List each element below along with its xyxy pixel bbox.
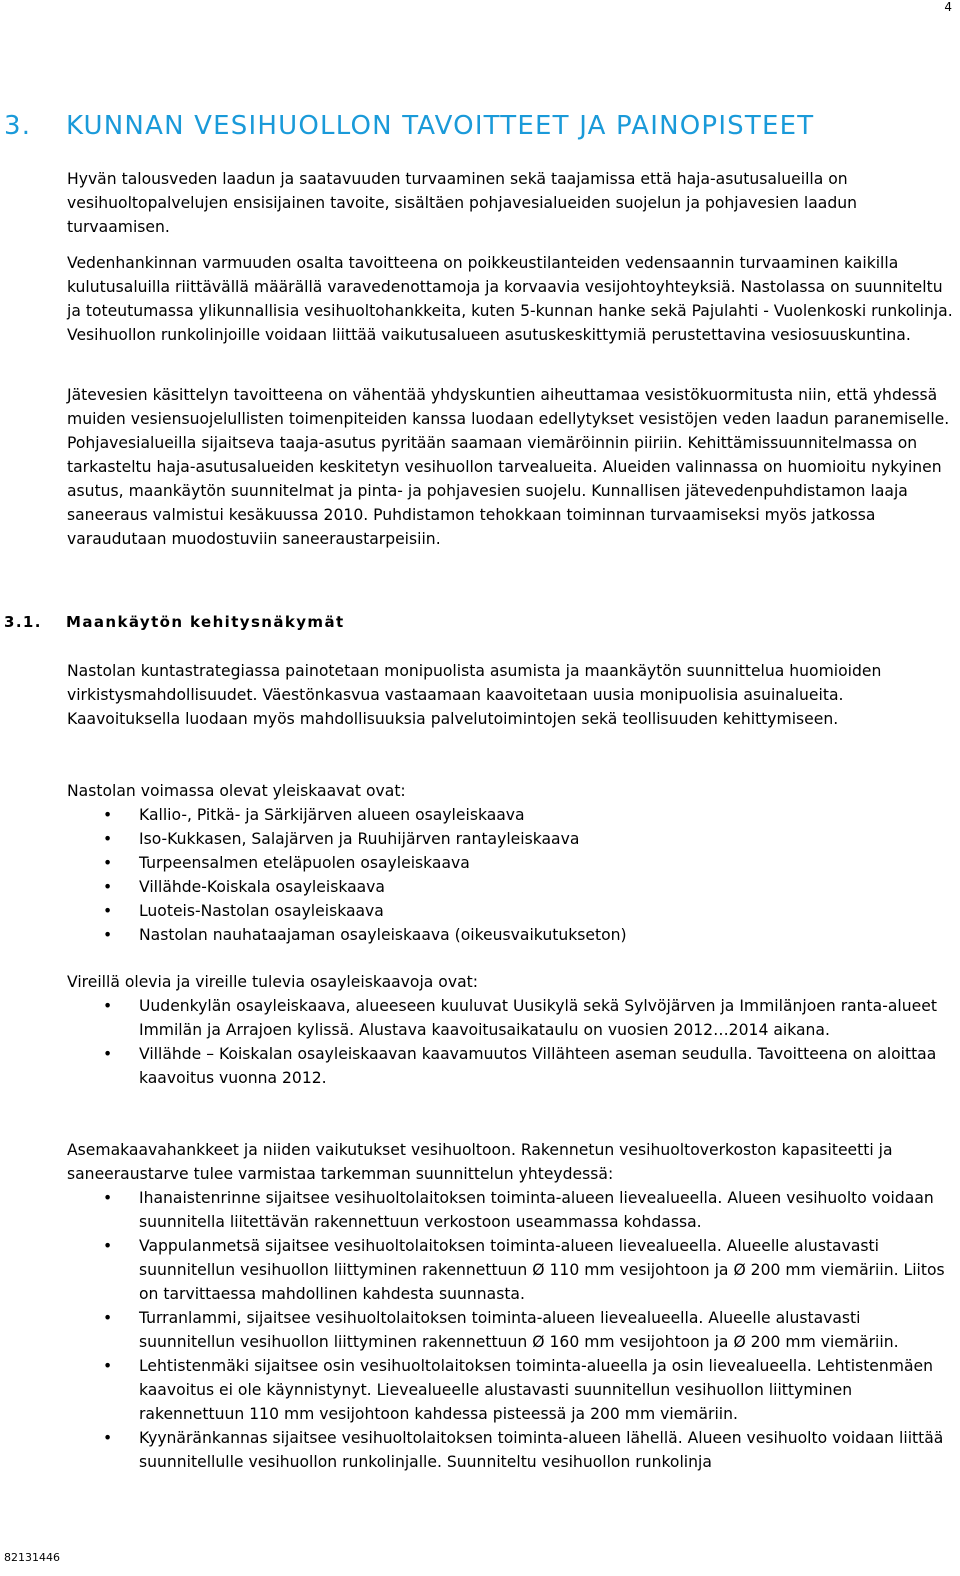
list-item: • Uudenkylän osayleiskaava, alueeseen kuuluvat Uusikylä sekä Sylvöjärven ja Immilänjoen ranta-alueet Immilän ja Arrajoen kylissä. Alustava kaavoitusaikataulu on vuosien 2012…2014 aikana. — [67, 994, 953, 1042]
current-plans-block — [67, 779, 953, 947]
section-number: 3.1. — [4, 613, 42, 631]
paragraph-text: Hyvän talousveden laadun ja saatavuuden turvaaminen sekä taajamissa että haja-asutusalueilla on vesihuoltopalvelujen ensisijainen tavoite, sisältäen pohjavesialueiden suojelun ja pohjavesien laadun turvaamisen. — [67, 170, 857, 236]
paragraph-text: Vedenhankinnan varmuuden osalta tavoitteena on poikkeustilanteiden vedensaannin turvaaminen kaikilla kulutusaluilla riittävällä määrällä varavedenottamoja ja korvaavia vesijohtoyhteyksiä. Nastolassa on suunniteltu ja toteutumassa ylikunnallisia vesihuoltohankkeita, kuten 5-kunnan hanke sekä Pajulahti - Vuolenkoski runkolinja. Vesihuollon runkolinjoille voidaan liittää vaikutusalueen asutuskeskittymiä perustettavina vesiosuuskuntina. — [67, 254, 953, 344]
bullet-icon: • — [103, 854, 113, 872]
list-item: • Villähde-Koiskala osayleiskaava — [67, 875, 953, 899]
pending-plans-block — [67, 970, 953, 1090]
bullet-icon: • — [103, 830, 113, 848]
list-item: • Kallio-, Pitkä- ja Särkijärven alueen osayleiskaava — [67, 803, 953, 827]
projects-block — [67, 1138, 953, 1474]
list-item: • Kyynäränkannas sijaitsee vesihuoltolaitoksen toiminta-alueen lähellä. Alueen vesihuolto voidaan liittää suunnitellulle vesihuollon runkolinjalle. Suunniteltu vesihuollon runkolinja — [67, 1426, 953, 1474]
chapter-title: KUNNAN VESIHUOLLON TAVOITTEET JA PAINOPISTEET — [66, 111, 815, 141]
paragraph-text: Jätevesien käsittelyn tavoitteena on vähentää yhdyskuntien aiheuttamaa vesistökuormitusta niin, että yhdessä muiden vesiensuojelullisten toimenpiteiden kanssa luodaan edellytykset vesistöjen veden laadun paranemiselle. Pohjavesialueilla sijaitseva taaja-asutus pyritään saamaan viemäröinnin piiriin. Kehittämissuunnitelmassa on tarkasteltu haja-asutusalueiden keskitetyn vesihuollon tarvealueita. Alueiden valinnassa on huomioitu nykyinen asutus, maankäytön suunnitelmat ja pinta- ja pohjavesien suojelu. Kunnallisen jätevedenpuhdistamon laaja saneeraus valmistui kesäkuussa 2010. Puhdistamon tehokkaan toiminnan turvaamiseksi myös jatkossa varaudutaan muodostuviin saneeraustarpeisiin. — [67, 386, 950, 548]
pending-plans-intro: Vireillä olevia ja vireille tulevia osayleiskaavoja ovat: — [67, 973, 478, 991]
section-heading — [4, 610, 345, 634]
bullet-icon: • — [103, 1357, 113, 1375]
intro-paragraph-1 — [67, 167, 953, 239]
projects-intro: Asemakaavahankkeet ja niiden vaikutukset vesihuoltoon. Rakennetun vesihuoltoverkoston kapasiteetti ja saneeraustarve tulee varmistaa tarkemman suunnittelun yhteydessä: — [67, 1141, 893, 1183]
bullet-icon: • — [103, 1237, 113, 1255]
list-item: • Turranlammi, sijaitsee vesihuoltolaitoksen toiminta-alueen lievealueella. Alueelle alustavasti suunnitellun vesihuollon liittyminen rakennettuun Ø 160 mm vesijohtoon ja Ø 200 mm viemäriin. — [67, 1306, 953, 1354]
projects-list — [67, 1186, 953, 1474]
bullet-icon: • — [103, 997, 113, 1015]
intro-paragraph-3 — [67, 383, 953, 551]
list-item: • Ihanaistenrinne sijaitsee vesihuoltolaitoksen toiminta-alueen lievealueella. Alueen vesihuolto voidaan suunnitella liitettävän rakennettuun verkostoon useammassa kohdassa. — [67, 1186, 953, 1234]
document-id: 82131446 — [4, 1551, 60, 1564]
intro-paragraph-2 — [67, 251, 953, 347]
bullet-icon: • — [103, 1429, 113, 1447]
page-number: 4 — [944, 0, 952, 14]
bullet-icon: • — [103, 1045, 113, 1063]
bullet-icon: • — [103, 902, 113, 920]
chapter-number: 3. — [4, 111, 32, 141]
list-item: • Vappulanmetsä sijaitsee vesihuoltolaitoksen toiminta-alueen lievealueella. Alueelle alustavasti suunnitellun vesihuollon liittyminen rakennettuun Ø 110 mm vesijohtoon ja Ø 200 mm viemäriin. Liitos on tarvittaessa mahdollinen kahdesta suunnasta. — [67, 1234, 953, 1306]
bullet-icon: • — [103, 878, 113, 896]
paragraph-text: Nastolan kuntastrategiassa painotetaan monipuolista asumista ja maankäytön suunnittelua huomioiden virkistysmahdollisuudet. Väestönkasvua vastaamaan kaavoitetaan uusia monipuolisia asuinalueita. Kaavoituksella luodaan myös mahdollisuuksia palvelutoimintojen sekä teollisuuden kehittymiseen. — [67, 662, 882, 728]
chapter-heading — [4, 108, 954, 144]
section-paragraph-1 — [67, 659, 953, 731]
list-item: • Villähde – Koiskalan osayleiskaavan kaavamuutos Villähteen aseman seudulla. Tavoitteena on aloittaa kaavoitus vuonna 2012. — [67, 1042, 953, 1090]
list-item: • Nastolan nauhataajaman osayleiskaava (oikeusvaikutukseton) — [67, 923, 953, 947]
list-item: • Lehtistenmäki sijaitsee osin vesihuoltolaitoksen toiminta-alueella ja osin lievealueella. Lehtistenmäen kaavoitus ei ole käynnistynyt. Lievealueelle alustavasti suunnitellun vesihuollon liittyminen rakennettuun 110 mm vesijohtoon kahdessa pisteessä ja 200 mm viemäriin. — [67, 1354, 953, 1426]
bullet-icon: • — [103, 1189, 113, 1207]
section-title: Maankäytön kehitysnäkymät — [66, 613, 345, 631]
pending-plans-list — [67, 994, 953, 1090]
list-item: • Turpeensalmen eteläpuolen osayleiskaava — [67, 851, 953, 875]
current-plans-intro: Nastolan voimassa olevat yleiskaavat ovat: — [67, 782, 406, 800]
list-item: • Iso-Kukkasen, Salajärven ja Ruuhijärven rantayleiskaava — [67, 827, 953, 851]
bullet-icon: • — [103, 926, 113, 944]
bullet-icon: • — [103, 806, 113, 824]
current-plans-list — [67, 803, 953, 947]
bullet-icon: • — [103, 1309, 113, 1327]
list-item: • Luoteis-Nastolan osayleiskaava — [67, 899, 953, 923]
